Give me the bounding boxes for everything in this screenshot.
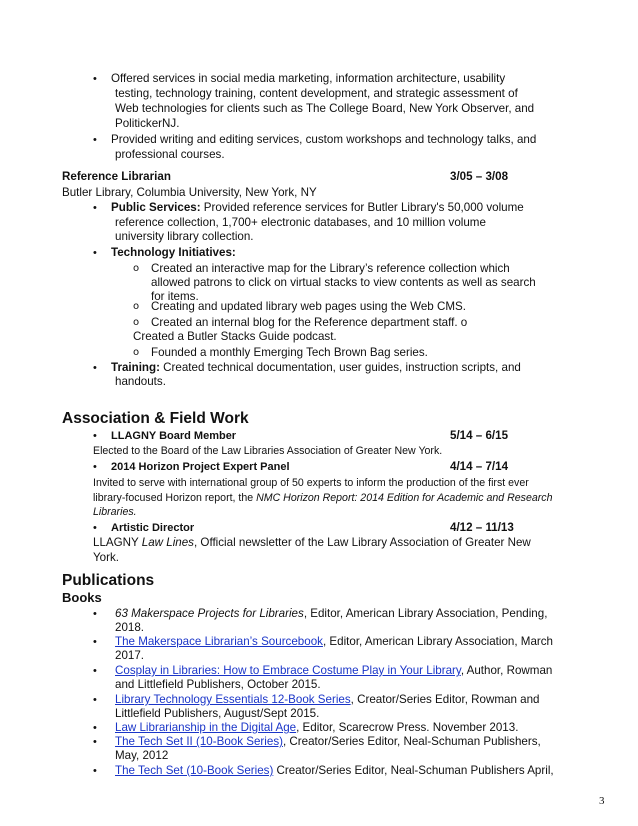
book-entry-line2: 2018. [115, 621, 145, 634]
book-entry [115, 764, 554, 778]
sub-bullet-line: Creating and updated library web pages using the Web CMS. [151, 300, 466, 313]
book-entry [115, 664, 552, 678]
bullet-icon: • [93, 522, 97, 534]
entry-dates: 5/14 – 6/15 [450, 429, 509, 442]
label: Training: [111, 361, 160, 374]
report-title: NMC Horizon Report: 2014 Edition for Academic and Research [256, 492, 553, 504]
bullet-icon: • [93, 665, 97, 677]
text: Provided reference services for Butler Library's 50,000 volume [200, 201, 524, 214]
sub-bullet-line: for items. [151, 290, 199, 303]
book-details: , Author, Rowman [460, 664, 553, 677]
entry-desc [93, 536, 531, 550]
entry-desc: Elected to the Board of the Law Libraries Association of Greater New York. [93, 445, 443, 457]
entry-desc: Invited to serve with international group of 50 experts to inform the production of the first ever [93, 477, 529, 489]
bullet-line: Provided writing and editing services, custom workshops and technology talks, and [111, 133, 537, 146]
bullet-icon: • [93, 765, 97, 777]
bullet-icon: • [93, 202, 97, 214]
sub-bullet-icon: o [133, 263, 140, 274]
job-dates: 3/05 – 3/08 [450, 170, 509, 183]
newsletter-title: Law Lines [141, 536, 194, 549]
book-title-link[interactable]: The Tech Set II (10-Book Series) [115, 735, 283, 748]
text: LLAGNY [93, 536, 142, 549]
book-details: Creator/Series Editor, Neal-Schuman Publishers April, [273, 764, 554, 777]
book-title: 63 Makerspace Projects for Libraries [115, 607, 304, 620]
book-entry [115, 693, 539, 707]
entry-desc [93, 491, 552, 505]
book-entry-line2: Littlefield Publishers, August/Sept 2015. [115, 707, 320, 720]
sub-bullet-line: allowed patrons to click on virtual stacks to view contents as well as search [151, 276, 536, 289]
book-entry-line2: 2017. [115, 649, 145, 662]
bullet-icon: • [93, 608, 97, 620]
bullet-icon: • [93, 247, 97, 259]
bullet-icon: • [93, 736, 97, 748]
book-details: , Editor, Scarecrow Press. November 2013. [296, 721, 519, 734]
book-entry [115, 721, 518, 735]
bullet-line: university library collection. [115, 230, 254, 243]
book-title-link[interactable]: Cosplay in Libraries: How to Embrace Costume Play in Your Library [115, 664, 461, 677]
bullet-label: Technology Initiatives: [111, 246, 236, 259]
bullet-line: handouts. [115, 375, 166, 388]
job-title: Reference Librarian [62, 170, 171, 183]
book-title-link[interactable]: Library Technology Essentials 12-Book Series [115, 693, 351, 706]
entry-title: Artistic Director [111, 522, 195, 534]
bullet-line [111, 361, 521, 375]
sub-bullet-icon: o [133, 301, 140, 312]
bullet-line [111, 201, 524, 215]
bullet-line: Offered services in social media marketing, information architecture, usability [111, 72, 506, 85]
entry-desc: York. [93, 551, 119, 564]
sub-bullet-line: Created an interactive map for the Library’s reference collection which [151, 262, 510, 275]
book-details: , Editor, American Library Association, Pending, [303, 607, 548, 620]
entry-dates: 4/14 – 7/14 [450, 460, 509, 473]
book-entry-line2: May, 2012 [115, 749, 169, 762]
label: Public Services: [111, 201, 201, 214]
bullet-icon: • [93, 73, 97, 85]
book-entry [115, 607, 547, 621]
book-details: , Creator/Series Editor, Neal-Schuman Publishers, [282, 735, 541, 748]
book-entry [115, 635, 553, 649]
bullet-line: Web technologies for clients such as The College Board, New York Observer, and [115, 102, 535, 115]
text: , Official newsletter of the Law Library Association of Greater New [193, 536, 531, 549]
bullet-line: PolitickerNJ. [115, 117, 180, 130]
entry-desc: Libraries. [93, 506, 137, 518]
bullet-icon: • [93, 636, 97, 648]
book-title-link[interactable]: The Makerspace Librarian’s Sourcebook [115, 635, 323, 648]
book-title-link[interactable]: The Tech Set (10-Book Series) [115, 764, 274, 777]
entry-title: LLAGNY Board Member [111, 430, 237, 442]
bullet-icon: • [93, 694, 97, 706]
section-heading: Association & Field Work [62, 410, 249, 427]
text: Created technical documentation, user guides, instruction scripts, and [159, 361, 521, 374]
bullet-icon: • [93, 722, 97, 734]
bullet-line: professional courses. [115, 148, 225, 161]
sub-bullet-icon: o [133, 317, 140, 328]
text: library-focused Horizon report, the [93, 492, 257, 504]
subsection-heading: Books [62, 590, 102, 605]
page-number: 3 [599, 795, 605, 807]
sub-bullet-line: Founded a monthly Emerging Tech Brown Bag series. [151, 346, 428, 359]
bullet-icon: • [93, 362, 97, 374]
entry-dates: 4/12 – 11/13 [450, 521, 514, 534]
bullet-line: reference collection, 1,700+ electronic databases, and 10 million volume [115, 216, 486, 229]
book-title-link[interactable]: Law Librarianship in the Digital Age [115, 721, 297, 734]
job-org: Butler Library, Columbia University, New York, NY [62, 186, 317, 199]
book-entry-line2: and Littlefield Publishers, October 2015. [115, 678, 321, 691]
book-details: , Creator/Series Editor, Rowman and [350, 693, 540, 706]
bullet-icon: • [93, 134, 97, 146]
bullet-line: testing, technology training, content development, and strategic assessment of [115, 87, 518, 100]
entry-title: 2014 Horizon Project Expert Panel [111, 461, 290, 473]
bullet-icon: • [93, 430, 97, 442]
section-heading: Publications [62, 572, 155, 589]
sub-bullet-line: Created an internal blog for the Reference department staff. o [151, 316, 468, 329]
book-details: , Editor, American Library Association, March [322, 635, 553, 648]
bullet-icon: • [93, 461, 97, 473]
sub-bullet-icon: o [133, 347, 140, 358]
book-entry [115, 735, 541, 749]
podcast-line: Created a Butler Stacks Guide podcast. [133, 330, 337, 343]
